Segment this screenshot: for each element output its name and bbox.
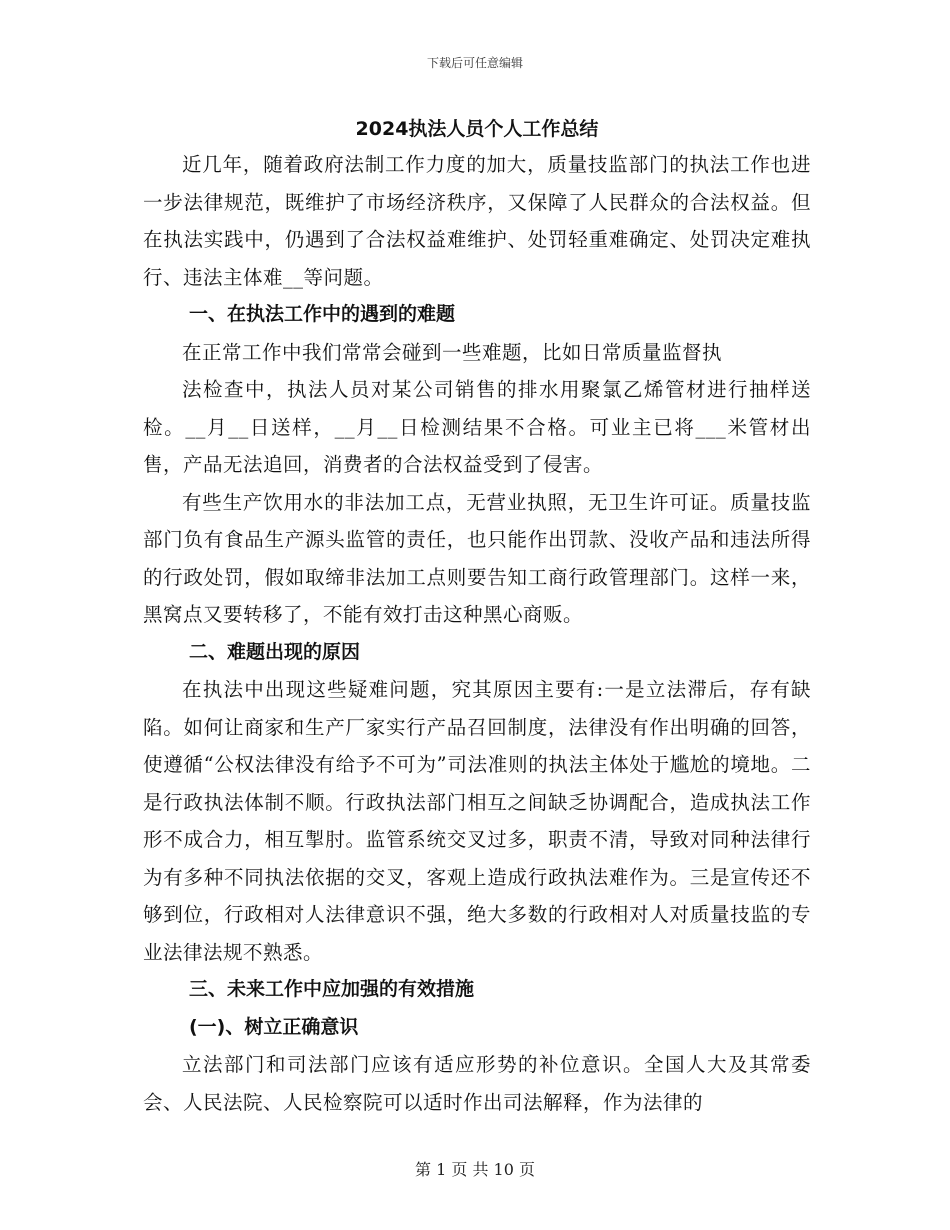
- section-heading-2: 二、难题出现的原因: [189, 640, 361, 663]
- subsection-heading-3-1: (一)、树立正确意识: [189, 1015, 359, 1038]
- document-body: [143, 112, 811, 1121]
- section2-paragraph-1: 在执法中出现这些疑难问题，究其原因主要有:一是立法滞后，存有缺陷。如何让商家和生产厂家实行产品召回制度，法律没有作出明确的回答，使遵循“公权法律没有给予不可为”司法准则的执法主体处于尴尬的境地。二是行政执法体制不顺。行政执法部门相互之间缺乏协调配合，造成执法工作形不成合力，相互掣肘。监管系统交叉过多，职责不清，导致对同种法律行为有多种不同执法依据的交叉，客观上造成行政执法难作为。三是宣传还不够到位，行政相对人法律意识不强，绝大多数的行政相对人对质量技监的专业法律法规不熟悉。: [143, 678, 811, 964]
- section1-paragraph-1-continued: 法检查中，执法人员对某公司销售的排水用聚氯乙烯管材进行抽样送检。__月__日送样，__月__日检测结果不合格。可业主已将___米管材出售，产品无法追回，消费者的合法权益受到了侵害。: [143, 378, 811, 476]
- header-note: 下载后可任意编辑: [426, 56, 523, 70]
- document-title: 2024执法人员个人工作总结: [355, 118, 599, 140]
- section-heading-1: 一、在执法工作中的遇到的难题: [189, 303, 456, 325]
- section1-paragraph-2: 有些生产饮用水的非法加工点，无营业执照，无卫生许可证。质量技监部门负有食品生产源头监管的责任，也只能作出罚款、没收产品和违法所得的行政处罚，假如取缔非法加工点则要告知工商行政管理部门。这样一来，黑窝点又要转移了，不能有效打击这种黑心商贩。: [143, 490, 811, 626]
- section-heading-3: 三、未来工作中应加强的有效措施: [189, 978, 475, 1000]
- intro-paragraph: 近几年，随着政府法制工作力度的加大，质量技监部门的执法工作也进一步法律规范，既维护了市场经济秩序，又保障了人民群众的合法权益。但在执法实践中，仍遇到了合法权益难维护、处罚轻重难确定、处罚决定难执行、违法主体难__等问题。: [143, 153, 811, 289]
- section3-paragraph-1: 立法部门和司法部门应该有适应形势的补位意识。全国人大及其常委会、人民法院、人民检察院可以适时作出司法解释，作为法律的: [143, 1053, 811, 1114]
- page-number: 第 1 页 共 10 页: [415, 1160, 535, 1179]
- section1-paragraph-1-first-line: 在正常工作中我们常常会碰到一些难题，比如日常质量监督执: [182, 340, 723, 364]
